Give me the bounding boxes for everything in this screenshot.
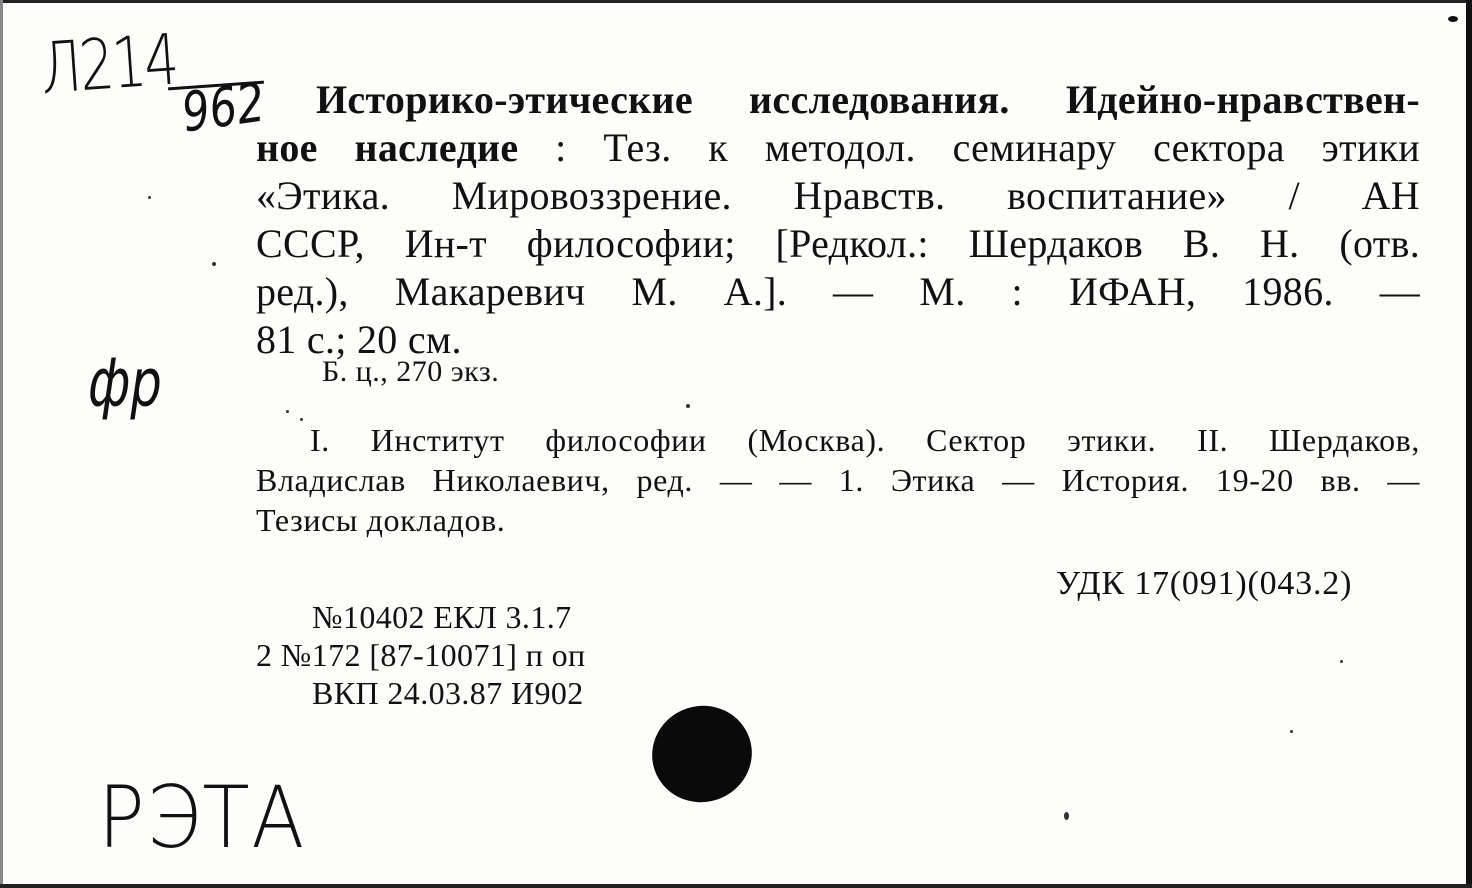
handwritten-shelf-sub: 962 — [178, 70, 269, 145]
handwritten-mark: фр — [88, 345, 162, 422]
record-price: Б. ц., 270 экз. — [322, 355, 500, 388]
service-block — [256, 598, 586, 712]
record-title: Историко-этические исследования. Идейно-нравствен- — [316, 77, 1420, 122]
scan-speck — [212, 262, 216, 266]
udk-classification: УДК 17(091)(043.2) — [1056, 565, 1353, 602]
record-title-cont: ное наследие — [256, 125, 519, 170]
scan-speck — [686, 404, 690, 408]
record-line-2 — [256, 124, 1420, 172]
record-line-1 — [256, 76, 1420, 124]
service-line-1: №10402 ЕКЛ 3.1.7 — [312, 599, 572, 635]
card-right-edge — [1466, 0, 1472, 888]
tracing-line-1: I. Институт философии (Москва). Сектор этики. II. Шердаков, — [310, 422, 1420, 458]
bibliographic-record — [256, 76, 1420, 364]
scan-speck — [1064, 812, 1069, 820]
scan-speck — [148, 196, 151, 199]
tracings-block — [256, 420, 1420, 540]
card-top-edge — [0, 0, 1472, 3]
record-line-3: «Этика. Мировоззрение. Нравств. воспитание» / АН — [256, 173, 1420, 218]
record-line-6: 81 с.; 20 см. — [256, 317, 462, 362]
record-line-4: СССР, Ин-т философии; [Редкол.: Шердаков В. Н. (отв. — [256, 221, 1420, 266]
scan-speck — [1448, 16, 1458, 22]
card-bottom-edge — [0, 884, 1472, 888]
tracing-line-3: Тезисы докладов. — [256, 502, 506, 538]
handwritten-shelf-number: Л214 — [38, 18, 180, 110]
tracing-line-2: Владислав Николаевич, ред. — — 1. Этика — История. 19-20 вв. — — [256, 462, 1420, 498]
card-left-edge — [0, 0, 3, 888]
record-subtitle: : Тез. к методол. семинару сектора этики — [518, 125, 1421, 170]
scan-speck — [300, 418, 303, 421]
scan-speck — [1290, 730, 1293, 733]
scan-speck — [286, 410, 289, 413]
service-line-3: ВКП 24.03.87 И902 — [312, 675, 584, 711]
service-line-2: 2 №172 [87-10071] п оп — [256, 637, 586, 673]
scan-speck — [1340, 660, 1343, 663]
handwritten-stamp: РЭТА — [98, 768, 307, 868]
record-line-5: ред.), Макаревич М. А.]. — М. : ИФАН, 1986. — — [256, 269, 1420, 314]
punch-hole — [640, 693, 765, 815]
